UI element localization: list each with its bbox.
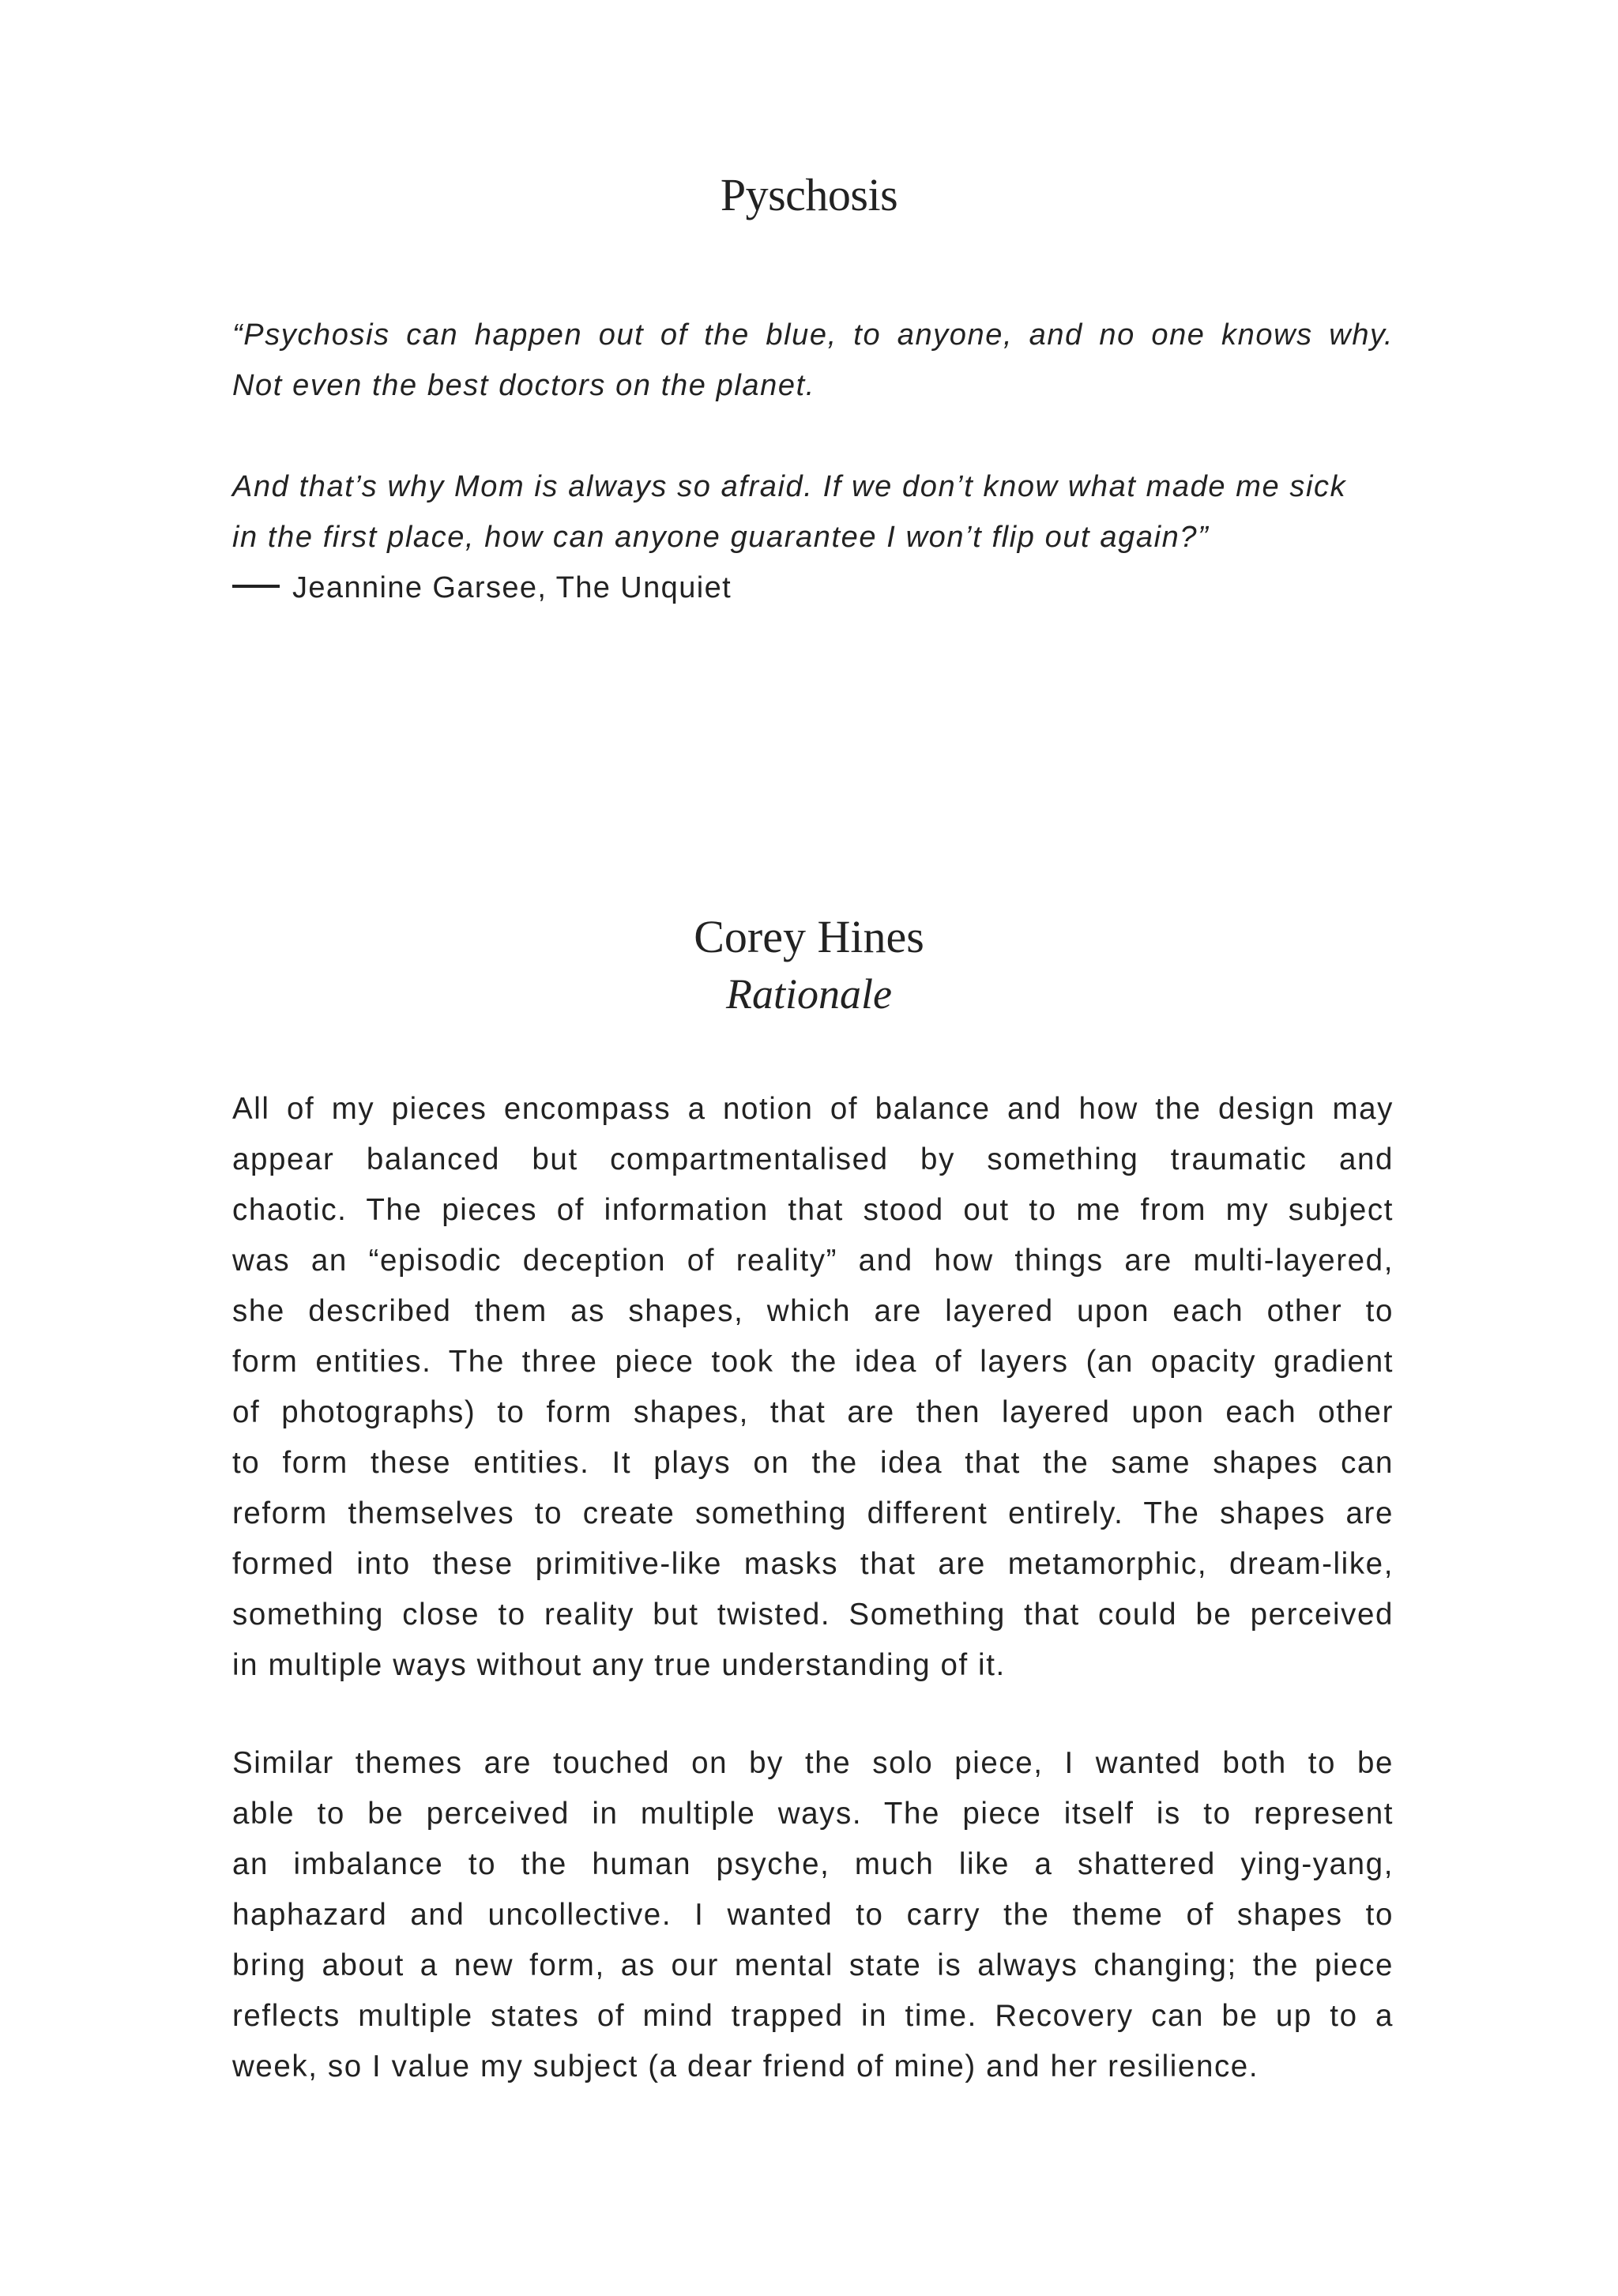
text-line: appear balanced but compartmentalised by something traumatic and bbox=[232, 1142, 1394, 1176]
quote-paragraph-1 bbox=[232, 310, 1394, 411]
text-line: something close to reality but twisted. Something that could be perceived bbox=[232, 1598, 1394, 1632]
text-line: formed into these primitive-like masks that are metamorphic, dream-like, bbox=[232, 1547, 1394, 1581]
quote-paragraph-2 bbox=[232, 461, 1394, 613]
text-line: of photographs) to form shapes, that are then layered upon each other bbox=[232, 1395, 1394, 1429]
em-dash-rule bbox=[232, 585, 280, 588]
text-line: in multiple ways without any true understanding of it. bbox=[232, 1648, 1006, 1682]
text-line: Similar themes are touched on by the solo piece, I wanted both to be bbox=[232, 1746, 1394, 1780]
text-line: week, so I value my subject (a dear friend of mine) and her resilience. bbox=[232, 2049, 1259, 2083]
page-title: Pyschosis bbox=[720, 169, 898, 220]
text-line: was an “episodic deception of reality” and how things are multi-layered, bbox=[232, 1244, 1394, 1278]
text-line: reform themselves to create something different entirely. The shapes are bbox=[232, 1496, 1394, 1530]
text-line: an imbalance to the human psyche, much like a shattered ying-yang, bbox=[232, 1847, 1394, 1881]
quote-line: in the first place, how can anyone guarantee I won’t flip out again?” bbox=[232, 521, 1210, 554]
text-line: reflects multiple states of mind trapped in time. Recovery can be up to a bbox=[232, 1999, 1394, 2033]
text-line: bring about a new form, as our mental state is always changing; the piece bbox=[232, 1948, 1394, 1982]
attribution-text: Jeannine Garsee, The Unquiet bbox=[292, 571, 732, 604]
quote-attribution bbox=[232, 563, 1394, 613]
text-line: to form these entities. It plays on the idea that the same shapes can bbox=[232, 1446, 1394, 1480]
quote-line: “Psychosis can happen out of the blue, to anyone, and no one knows why. bbox=[232, 318, 1394, 352]
section-subtitle: Rationale bbox=[726, 970, 892, 1018]
text-line: able to be perceived in multiple ways. The piece itself is to represent bbox=[232, 1797, 1394, 1831]
text-line: haphazard and uncollective. I wanted to carry the theme of shapes to bbox=[232, 1898, 1394, 1932]
text-line: she described them as shapes, which are layered upon each other to bbox=[232, 1294, 1394, 1328]
rationale-paragraph-1 bbox=[232, 1084, 1394, 1691]
quote-line: Not even the best doctors on the planet. bbox=[232, 369, 815, 402]
author-name: Corey Hines bbox=[694, 911, 924, 962]
text-line: All of my pieces encompass a notion of balance and how the design may bbox=[232, 1092, 1394, 1126]
text-line: form entities. The three piece took the idea of layers (an opacity gradient bbox=[232, 1345, 1394, 1379]
quote-line: And that’s why Mom is always so afraid. If we don’t know what made me sick bbox=[232, 470, 1347, 503]
rationale-paragraph-2 bbox=[232, 1738, 1394, 2092]
text-line: chaotic. The pieces of information that stood out to me from my subject bbox=[232, 1193, 1394, 1227]
